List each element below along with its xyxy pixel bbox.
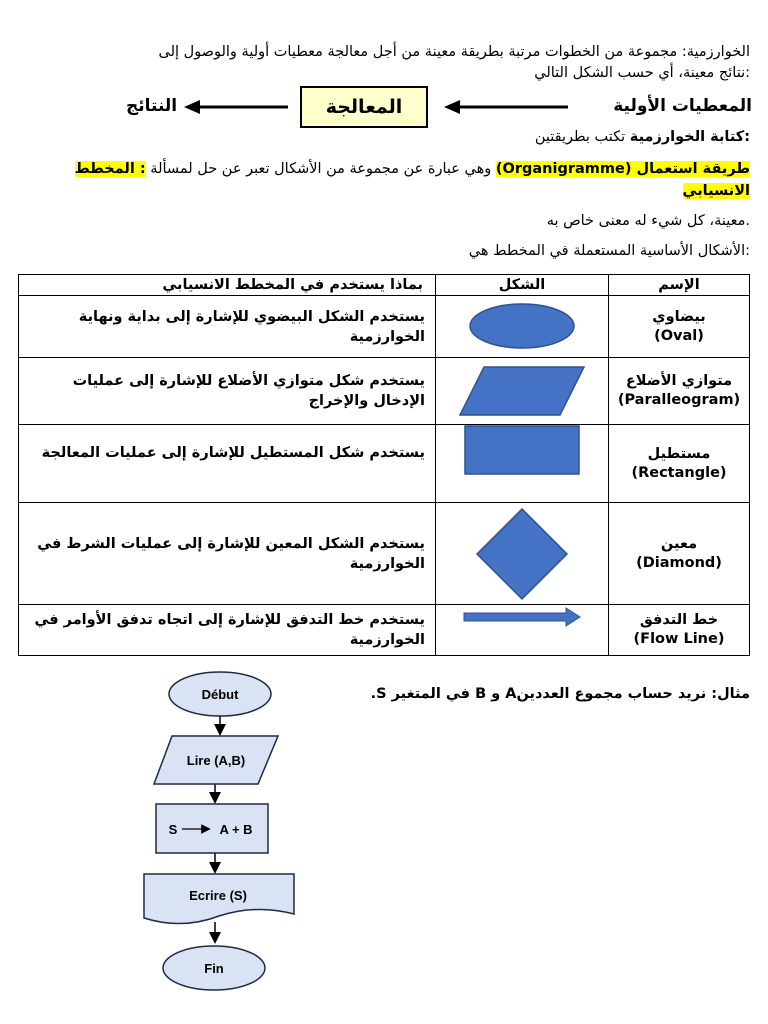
definition-line-1: الخوارزمية: مجموعة من الخطوات مرتبة بطريقة معينة من أجل معالجة معطيات أولية والوصول إلى: [158, 44, 750, 60]
algorithm-scheme: [20, 86, 752, 130]
method-text: وهي عبارة عن مجموعة من الأشكال تعبر عن حل لمسألة: [150, 161, 496, 177]
scheme-input-label: المعطيات الأولية: [613, 96, 752, 116]
example-statement: [290, 686, 750, 702]
method-paragraph: [22, 158, 750, 202]
table-row: [19, 605, 750, 656]
example-text: نريد حساب مجموع العددينA و B في المتغير S.: [370, 686, 712, 702]
row-name-cell: [609, 296, 750, 358]
writing-text: تكتب بطريقتين: [534, 129, 630, 145]
definition-paragraph: [22, 42, 750, 84]
row-name-ar: خط التدفق: [639, 612, 719, 628]
flow-start-label: Début: [201, 687, 239, 702]
row-shape-cell: [436, 296, 609, 358]
flow-end-node: [163, 946, 265, 990]
rectangle-shape-icon: [463, 425, 581, 477]
header-use: بماذا يستخدم في المخطط الانسيابي: [19, 275, 436, 296]
flow-end-label: Fin: [204, 961, 224, 976]
flow-start-node: [169, 672, 271, 716]
definition-line-2: :نتائج معينة، أي حسب الشكل التالي: [534, 65, 750, 81]
row-name-en: (Oval): [654, 327, 704, 344]
arrow-left-icon: [444, 98, 568, 116]
method-continuation: .معينة، كل شيء له معنى خاص به: [546, 213, 750, 229]
row-name-ar: متوازي الأضلاع: [625, 373, 733, 389]
row-use: يستخدم الشكل البيضوي للإشارة إلى بداية ونهاية الخوارزمية: [19, 296, 436, 358]
table-header-row: [19, 275, 750, 296]
row-name-ar: مستطيل: [647, 445, 711, 462]
table-row: [19, 503, 750, 605]
scheme-process-box: المعالجة: [300, 86, 428, 128]
row-name-cell: [609, 605, 750, 656]
method-highlight-a: طريقة استعمال (Organigramme): [495, 161, 750, 177]
parallelogram-shape-icon: [458, 365, 586, 417]
row-use: يستخدم شكل المستطيل للإشارة إلى عمليات المعالجة: [19, 425, 436, 503]
row-shape-cell: [436, 425, 609, 503]
flow-write-label: Ecrire (S): [189, 888, 247, 903]
row-shape-cell: [436, 358, 609, 425]
row-name-cell: [609, 503, 750, 605]
row-name-cell: [609, 358, 750, 425]
row-use: يستخدم خط التدفق للإشارة إلى اتجاه تدفق الأوامر في الخوارزمية: [19, 605, 436, 656]
row-name-en: (Flow Line): [633, 631, 725, 647]
table-row: [19, 296, 750, 358]
flowchart-shapes-table: [18, 274, 750, 656]
example-flowchart: [130, 668, 310, 998]
table-row: [19, 358, 750, 425]
table-row: [19, 425, 750, 503]
row-name-cell: [609, 425, 750, 503]
row-name-ar: معين: [660, 535, 698, 552]
example-label: مثال:: [711, 686, 750, 702]
row-shape-cell: [436, 605, 609, 656]
scheme-output-label: النتائج: [126, 96, 178, 116]
flow-write-node: [144, 874, 294, 924]
arrow-left-icon: [184, 98, 288, 116]
method-highlight-b: : المخطط الانسيابي: [74, 161, 750, 199]
shapes-intro: :الأشكال الأساسية المستعملة في المخطط هي: [468, 243, 750, 259]
diamond-shape-icon: [475, 507, 569, 601]
flow-read-label: Lire (A,B): [186, 753, 246, 768]
oval-shape-icon: [467, 302, 577, 352]
row-name-en: (Paralleogram): [617, 392, 741, 408]
flow-assign-node: [156, 804, 268, 853]
flow-assign-right: A + B: [219, 822, 253, 837]
flow-assign-left: S: [168, 822, 178, 837]
row-use: يستخدم الشكل المعين للإشارة إلى عمليات الشرط في الخوارزمية: [19, 503, 436, 605]
writing-paragraph: [22, 129, 750, 145]
writing-title: :كتابة الخوارزمية: [629, 129, 750, 145]
row-shape-cell: [436, 503, 609, 605]
row-name-en: (Diamond): [636, 554, 722, 571]
row-name-ar: بيضاوي: [652, 308, 706, 325]
header-name: الإسم: [609, 275, 750, 296]
row-name-en: (Rectangle): [631, 464, 727, 481]
arrow-right-icon: [462, 607, 582, 627]
header-shape: الشكل: [436, 275, 609, 296]
flow-read-node: [154, 736, 278, 784]
row-use: يستخدم شكل متوازي الأضلاع للإشارة إلى عمليات الإدخال والإخراج: [19, 358, 436, 425]
